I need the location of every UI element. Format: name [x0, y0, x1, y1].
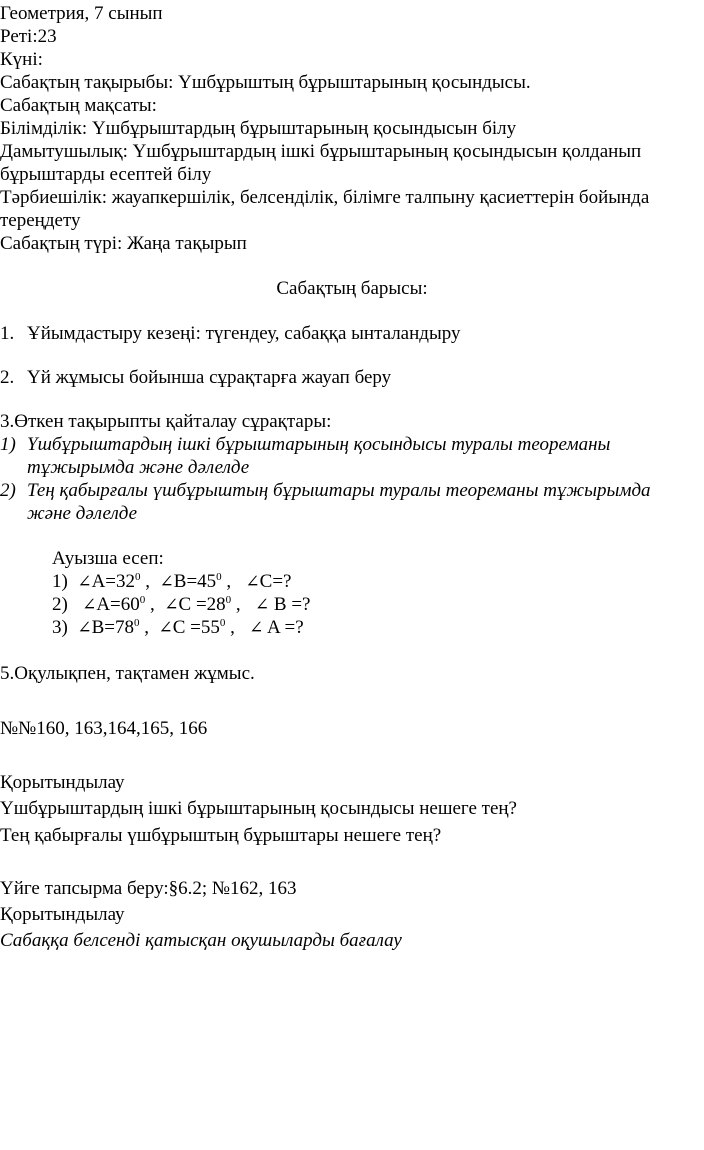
- step1-text: Ұйымдастыру кезеңі: түгендеу, сабаққа ынталандыру: [27, 323, 461, 344]
- goal-developmental-line1: Дамытушылық: Үшбұрыштардың ішкі бұрыштарының қосындысын қолданып: [0, 141, 642, 162]
- exercise-numbers: №№160, 163,164,165, 166: [0, 718, 208, 739]
- problem-number: 3): [52, 617, 68, 638]
- summary-question2: Тең қабырғалы үшбұрыштың бұрыштары нешеге тең?: [0, 825, 442, 846]
- evaluation-line: Сабаққа белсенді қатысқан оқушыларды бағалау: [0, 930, 402, 951]
- process-heading: Сабақтың барысы:: [276, 278, 428, 299]
- oral-problem-1: 1) $\angle A=32^0$ , $\angle B=45^0$ , ∠C=?: [52, 571, 292, 592]
- step2-text: Үй жұмысы бойынша сұрақтарға жауап беру: [27, 367, 392, 388]
- topic-line: Сабақтың тақырыбы: Үшбұрыштың бұрыштарының қосындысы.: [0, 72, 531, 93]
- lesson-type: Сабақтың түрі: Жаңа тақырып: [0, 233, 247, 254]
- goals-heading: Сабақтың мақсаты:: [0, 95, 157, 116]
- angle-icon: ∠: [158, 618, 173, 637]
- question1-line1: Үшбұрыштардың ішкі бұрыштарының қосындысы туралы теореманы: [27, 434, 611, 455]
- homework-line: Үйге тапсырма беру:§6.2; №162, 163: [0, 878, 297, 899]
- angle-icon: ∠: [82, 595, 97, 614]
- angle-icon: ∠: [245, 572, 260, 591]
- angle-icon: ∠: [254, 595, 270, 614]
- step1-number: 1.: [0, 323, 15, 344]
- angle-icon: ∠: [249, 618, 264, 637]
- question1-number: 1): [0, 434, 16, 455]
- angle-icon: ∠: [164, 595, 179, 614]
- order-line: Реті:23: [0, 26, 57, 47]
- question2-line2: және дәлелде: [27, 503, 138, 524]
- closing-heading: Қорытындылау: [0, 904, 125, 925]
- oral-problem-3: 3) $\angle B=78^0$ , ∠C $=55^0$ , ∠ A =?: [52, 617, 304, 638]
- goal-educational: Білімділік: Үшбұрыштардың бұрыштарының қосындысын білу: [0, 118, 517, 139]
- oral-problem-2: 2) $\angle A=60^0$ , ∠C $=28^0$ , ∠ B =?: [52, 594, 311, 615]
- oral-task-heading: Ауызша есеп:: [52, 548, 164, 569]
- step5-text: 5.Оқулықпен, тақтамен жұмыс.: [0, 663, 255, 684]
- summary-heading: Қорытындылау: [0, 772, 125, 793]
- goal-upbringing-line1: Тәрбиешілік: жауапкершілік, белсенділік, білімге талпыну қасиеттерін бойында: [0, 187, 650, 208]
- problem-number: 1): [52, 571, 68, 592]
- goal-upbringing-line2: тереңдету: [0, 210, 81, 231]
- question2-line1: Тең қабырғалы үшбұрыштың бұрыштары туралы теореманы тұжырымда: [27, 480, 651, 501]
- question1-line2: тұжырымда және дәлелде: [27, 457, 250, 478]
- step3-text: 3.Өткен тақырыпты қайталау сұрақтары:: [0, 411, 332, 432]
- angle-icon: ∠: [77, 572, 92, 591]
- question2-number: 2): [0, 480, 16, 501]
- angle-icon: ∠: [77, 618, 92, 637]
- step2-number: 2.: [0, 367, 15, 388]
- subject-line: Геометрия, 7 сынып: [0, 3, 163, 24]
- angle-icon: ∠: [159, 572, 174, 591]
- date-line: Күні:: [0, 49, 43, 70]
- goal-developmental-line2: бұрыштарды есептей білу: [0, 164, 212, 185]
- summary-question1: Үшбұрыштардың ішкі бұрыштарының қосындысы нешеге тең?: [0, 798, 517, 819]
- problem-number: 2): [52, 594, 68, 615]
